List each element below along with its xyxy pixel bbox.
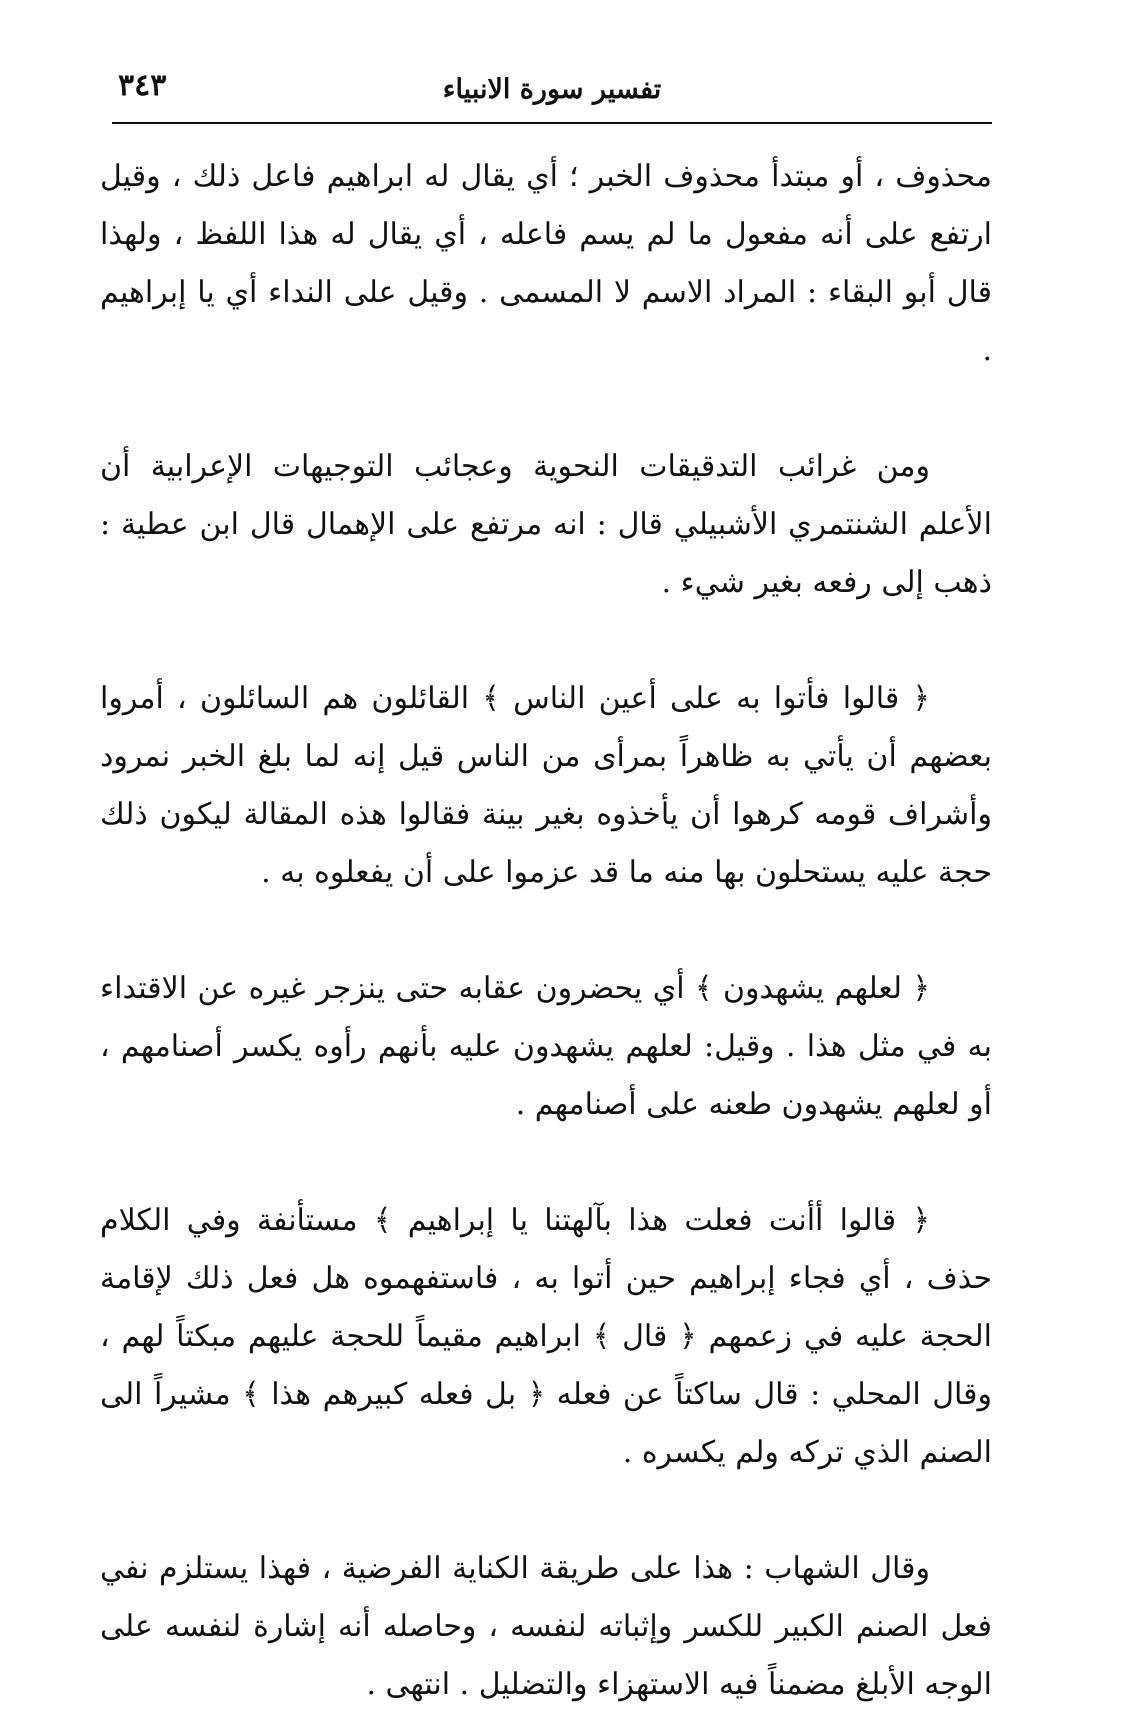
- paragraph-continuation: محذوف ، أو مبتدأ محذوف الخبر ؛ أي يقال له ابراهيم فاعل ذلك ، وقيل ارتفع على أنه مفعول ما لم يسم فاعله ، أي يقال له هذا اللفظ ، ولهذا قال أبو البقاء : المراد الاسم لا المسمى . وقيل على النداء أي يا إبراهيم .: [100, 159, 992, 368]
- page-header: [112, 62, 992, 120]
- paragraph: ﴿ لعلهم يشهدون ﴾ أي يحضرون عقابه حتى ينزجر غيره عن الاقتداء به في مثل هذا . وقيل: لعلهم يشهدون عليه بأنهم رأوه يكسر أصنامهم ، أو لعلهم يشهدون طعنه على أصنامهم .: [100, 971, 992, 1122]
- paragraph: ومن غرائب التدقيقات النحوية وعجائب التوجيهات الإعرابية أن الأعلم الشنتمري الأشبيلي قال : انه مرتفع على الإهمال قال ابن عطية : ذهب إلى رفعه بغير شيء .: [100, 449, 992, 600]
- page-number: ٣٤٣: [118, 68, 167, 103]
- body-text: [100, 148, 992, 1714]
- running-title: تفسير سورة الانبياء: [442, 74, 662, 105]
- paragraph: ﴿ قالوا أأنت فعلت هذا بآلهتنا يا إبراهيم ﴾ مستأنفة وفي الكلام حذف ، أي فجاء إبراهيم حين أتوا به ، فاستفهموه هل فعل ذلك لإقامة الحجة عليه في زعمهم ﴿ قال ﴾ ابراهيم مقيماً للحجة عليهم مبكتاً لهم ، وقال المحلي : قال ساكتاً عن فعله ﴿ بل فعله كبيرهم هذا ﴾ مشيراً الى الصنم الذي تركه ولم يكسره .: [100, 1203, 992, 1470]
- header-divider: [112, 122, 992, 124]
- paragraph: ﴿ قالوا فأتوا به على أعين الناس ﴾ القائلون هم السائلون ، أمروا بعضهم أن يأتي به ظاهراً بمرأى من الناس قيل إنه لما بلغ الخبر نمرود وأشراف قومه كرهوا أن يأخذوه بغير بينة فقالوا هذه المقالة ليكون ذلك حجة عليه يستحلون بها منه ما قد عزموا على أن يفعلوه به .: [100, 681, 992, 890]
- paragraph: وقال الشهاب : هذا على طريقة الكناية الفرضية ، فهذا يستلزم نفي فعل الصنم الكبير للكسر وإثباته لنفسه ، وحاصله أنه إشارة لنفسه على الوجه الأبلغ مضمناً فيه الاستهزاء والتضليل . انتهى .: [100, 1551, 992, 1702]
